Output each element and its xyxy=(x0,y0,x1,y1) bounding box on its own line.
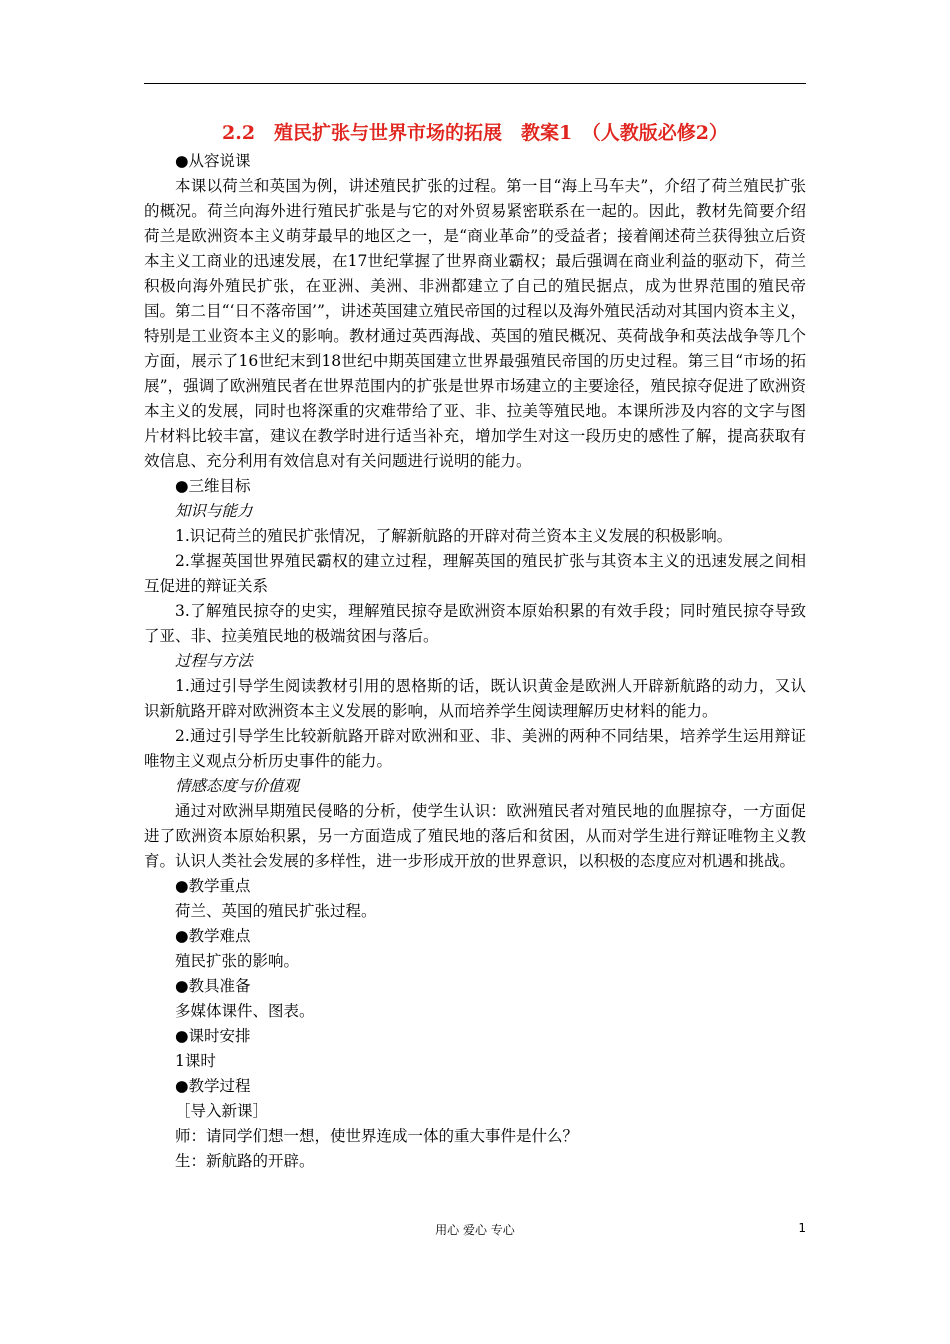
subheading-process: 过程与方法 xyxy=(175,652,253,670)
schedule-body: 1课时 xyxy=(175,1052,216,1070)
subheading-knowledge: 知识与能力 xyxy=(175,502,253,520)
section-heading-materials: ●教具准备 xyxy=(175,977,251,995)
knowledge-item-3: 3.了解殖民掠夺的史实，理解殖民掠夺是欧洲资本原始积累的有效手段；同时殖民掠夺导致了亚、非、拉美殖民地的极端贫困与落后。 xyxy=(144,602,806,645)
intro-label: ［导入新课］ xyxy=(175,1102,269,1120)
section-heading-objectives: ●三维目标 xyxy=(175,477,251,495)
section-heading-key-points: ●教学重点 xyxy=(175,877,251,895)
document-body xyxy=(144,116,806,1174)
process-item-2: 2.通过引导学生比较新航路开辟对欧洲和亚、非、美洲的两种不同结果，培养学生运用辩证唯物主义观点分析历史事件的能力。 xyxy=(144,727,806,770)
section-heading-difficulties: ●教学难点 xyxy=(175,927,251,945)
footer-slogan: 用心 爱心 专心 xyxy=(435,1223,515,1237)
lesson-talk-paragraph: 本课以荷兰和英国为例，讲述殖民扩张的过程。第一目“海上马车夫”，介绍了荷兰殖民扩张的概况。荷兰向海外进行殖民扩张是与它的对外贸易紧密联系在一起的。因此，教材先简要介绍荷兰是欧洲资本主义萌芽最早的地区之一，是“商业革命”的受益者；接着阐述荷兰获得独立后资本主义工商业的迅速发展，在17世纪掌握了世界商业霸权；最后强调在商业利益的驱动下，荷兰积极向海外殖民扩张，在亚洲、美洲、非洲都建立了自己的殖民据点，成为世界范围的殖民帝国。第二目“‘日不落帝国’”，讲述英国建立殖民帝国的过程以及海外殖民活动对其国内资本主义，特别是工业资本主义的影响。教材通过英西海战、英国的殖民概况、英荷战争和英法战争等几个方面，展示了16世纪末到18世纪中期英国建立世界最强殖民帝国的历史过程。第三目“市场的拓展”，强调了欧洲殖民者在世界范围内的扩张是世界市场建立的主要途径，殖民掠夺促进了欧洲资本主义的发展，同时也将深重的灾难带给了亚、非、拉美等殖民地。本课所涉及内容的文字与图片材料比较丰富，建议在教学时进行适当补充，增加学生对这一段历史的感性了解，提高获取有效信息、充分利用有效信息对有关问题进行说明的能力。 xyxy=(144,177,806,470)
section-heading-process-steps: ●教学过程 xyxy=(175,1077,251,1095)
knowledge-item-1: 1.识记荷兰的殖民扩张情况，了解新航路的开辟对荷兰资本主义发展的积极影响。 xyxy=(175,527,733,545)
teacher-line: 师：请同学们想一想，使世界连成一体的重大事件是什么？ xyxy=(175,1127,579,1145)
document-title: 2.2 殖民扩张与世界市场的拓展 教案1 （人教版必修2） xyxy=(222,122,728,144)
emotion-paragraph: 通过对欧洲早期殖民侵略的分析，使学生认识：欧洲殖民者对殖民地的血腥掠夺，一方面促进了欧洲资本原始积累，另一方面造成了殖民地的落后和贫困，从而对学生进行辩证唯物主义教育。认识人类社会发展的多样性，进一步形成开放的世界意识，以积极的态度应对机遇和挑战。 xyxy=(144,802,806,870)
student-line: 生：新航路的开辟。 xyxy=(175,1152,315,1170)
key-points-body: 荷兰、英国的殖民扩张过程。 xyxy=(175,902,377,920)
page-number: 1 xyxy=(798,1221,806,1235)
subheading-emotion: 情感态度与价值观 xyxy=(175,777,300,795)
knowledge-item-2: 2.掌握英国世界殖民霸权的建立过程，理解英国的殖民扩张与其资本主义的迅速发展之间相互促进的辩证关系 xyxy=(144,552,806,595)
header-rule xyxy=(144,83,806,84)
materials-body: 多媒体课件、图表。 xyxy=(175,1002,315,1020)
section-heading-schedule: ●课时安排 xyxy=(175,1027,251,1045)
section-heading-lesson-talk: ●从容说课 xyxy=(175,152,251,170)
difficulties-body: 殖民扩张的影响。 xyxy=(175,952,300,970)
process-item-1: 1.通过引导学生阅读教材引用的恩格斯的话，既认识黄金是欧洲人开辟新航路的动力，又认识新航路开辟对欧洲资本主义发展的影响，从而培养学生阅读理解历史材料的能力。 xyxy=(144,677,806,720)
